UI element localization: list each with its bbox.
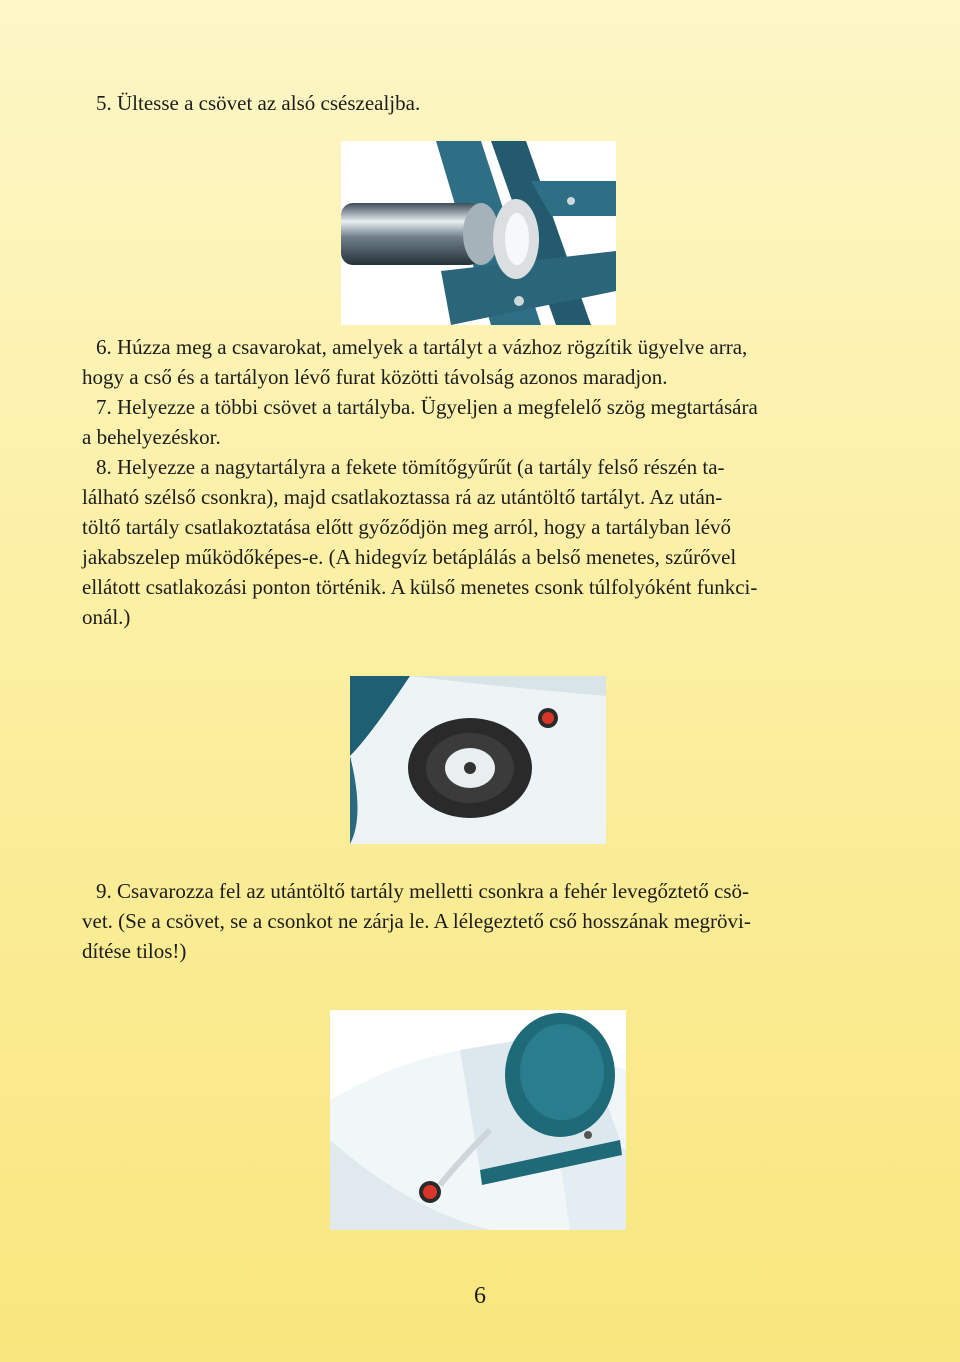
text-line: hogy a cső és a tartályon lévő furat közötti távolság azonos maradjon. [82, 365, 668, 389]
text-line: jakabszelep működőképes-e. (A hidegvíz betáplálás a belső menetes, szűrővel [82, 545, 737, 569]
text-line: dítése tilos!) [82, 939, 187, 963]
photo-gasket-on-tank [350, 676, 606, 844]
text-line: 5. Ültesse a csövet az alsó csészealjba. [96, 91, 421, 115]
text-line: töltő tartály csatlakoztatása előtt győződjön meg arról, hogy a tartályban lévő [82, 515, 732, 539]
text-line: 6. Húzza meg a csavarokat, amelyek a tartályt a vázhoz rögzítik ügyelve arra, [96, 335, 748, 359]
text-line: vet. (Se a csövet, se a csonkot ne zárja le. A lélegeztető cső hosszának megrövi- [82, 909, 751, 933]
step-5-text [96, 88, 886, 118]
steps-6-8-text [82, 332, 872, 632]
step-9-text [82, 876, 872, 966]
text-line: 8. Helyezze a nagytartályra a fekete tömítőgyűrűt (a tartály felső részén ta- [96, 455, 725, 479]
text-line: a behelyezéskor. [82, 425, 221, 449]
text-line: ellátott csatlakozási ponton történik. A külső menetes csonk túlfolyóként funkci- [82, 575, 758, 599]
photo-refill-tank [330, 1010, 626, 1230]
text-line: 7. Helyezze a többi csövet a tartályba. Ügyeljen a megfelelő szög megtartására [96, 395, 758, 419]
text-line: lálható szélső csonkra), majd csatlakoztassa rá az utántöltő tartályt. Az után- [82, 485, 723, 509]
text-line: onál.) [82, 605, 131, 629]
text-line: 9. Csavarozza fel az utántöltő tartály melletti csonkra a fehér levegőztető csö- [96, 879, 750, 903]
photo-tube-in-holder [341, 141, 616, 325]
page-number: 6 [474, 1283, 486, 1309]
